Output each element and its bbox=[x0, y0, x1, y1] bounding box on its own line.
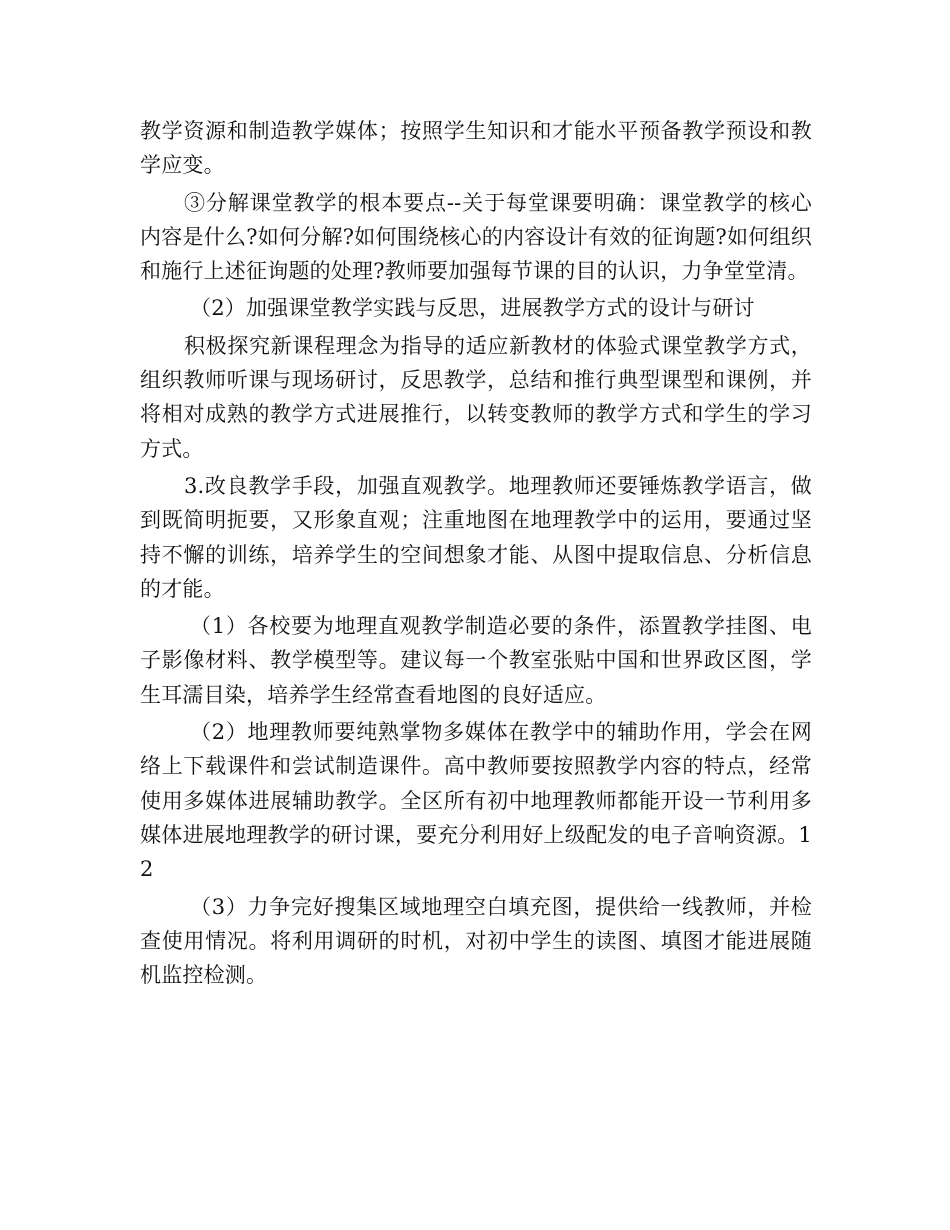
paragraph-2: ③分解课堂教学的根本要点--关于每堂课要明确：课堂教学的核心内容是什么?如何分解?如何围绕核心的内容设计有效的征询题?如何组织和施行上述征询题的处理?教师要加强每节课的目的认识，力争堂堂清。 bbox=[140, 190, 812, 284]
document-body bbox=[140, 114, 812, 995]
paragraph-item-2: （2）地理教师要纯熟掌物多媒体在教学中的辅助作用，学会在网络上下载课件和尝试制造课件。高中教师要按照教学内容的特点，经常使用多媒体进展辅助教学。全区所有初中地理教师都能开设一节利用多媒体进展地理教学的研讨课，要充分利用好上级配发的电子音响资源。12 bbox=[140, 720, 812, 882]
section-heading-2: （2）加强课堂教学实践与反思，进展教学方式的设计与研讨 bbox=[190, 296, 755, 321]
paragraph-item-1: （1）各校要为地理直观教学制造必要的条件，添置教学挂图、电子影像材料、教学模型等。建议每一个教室张贴中国和世界政区图，学生耳濡目染，培养学生经常查看地图的良好适应。 bbox=[140, 614, 812, 707]
paragraph-item-3: （3）力争完好搜集区域地理空白填充图，提供给一线教师，并检查使用情况。将利用调研的时机，对初中学生的读图、填图才能进展随机监控检测。 bbox=[140, 894, 812, 988]
paragraph-1: 教学资源和制造教学媒体；按照学生知识和才能水平预备教学预设和教学应变。 bbox=[140, 119, 812, 178]
section-heading-3: 3.改良教学手段，加强直观教学。地理教师还要锤炼教学语言，做到既简明扼要，又形象直观；注重地图在地理教学中的运用，要通过坚持不懈的训练，培养学生的空间想象才能、从图中提取信息、分析信息的才能。 bbox=[140, 473, 812, 601]
paragraph-4: 积极探究新课程理念为指导的适应新教材的体验式课堂教学方式，组织教师听课与现场研讨，反思教学，总结和推行典型课型和课例，并将相对成熟的教学方式进展推行，以转变教师的教学方式和学生的学习方式。 bbox=[140, 333, 812, 461]
